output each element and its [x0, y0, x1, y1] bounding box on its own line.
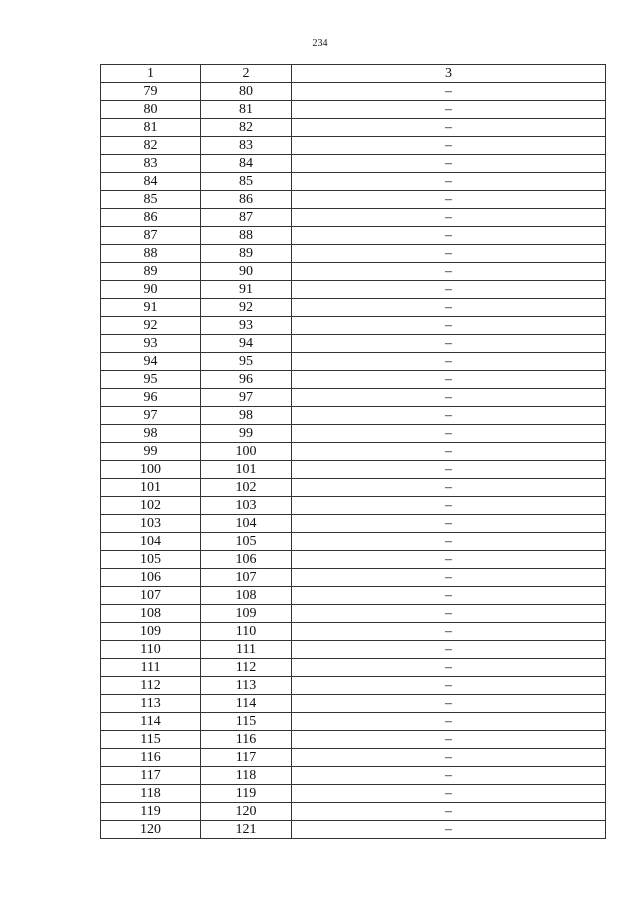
table-row: [101, 659, 606, 677]
table-cell-col-2: 119: [201, 785, 292, 803]
table-cell-col-1: 95: [101, 371, 201, 389]
table-cell-col-3: –: [292, 83, 606, 101]
table-cell-col-1: 120: [101, 821, 201, 839]
table-row: [101, 425, 606, 443]
table-cell-col-2: 117: [201, 749, 292, 767]
table-cell-col-1: 79: [101, 83, 201, 101]
table-cell-col-1: 117: [101, 767, 201, 785]
table-row: [101, 371, 606, 389]
table-cell-col-3: –: [292, 425, 606, 443]
table-cell-col-2: 102: [201, 479, 292, 497]
table-row: [101, 605, 606, 623]
table-row: [101, 263, 606, 281]
table-cell-col-3: –: [292, 119, 606, 137]
table-cell-col-3: –: [292, 497, 606, 515]
table-cell-col-1: 103: [101, 515, 201, 533]
table-cell-col-1: 87: [101, 227, 201, 245]
table-cell-col-2: 94: [201, 335, 292, 353]
table-cell-col-2: 105: [201, 533, 292, 551]
table-cell-col-3: –: [292, 461, 606, 479]
table-row: [101, 641, 606, 659]
table-cell-col-2: 121: [201, 821, 292, 839]
column-header-2: 2: [201, 65, 292, 83]
table-cell-col-2: 104: [201, 515, 292, 533]
table-cell-col-1: 92: [101, 317, 201, 335]
table-cell-col-3: –: [292, 443, 606, 461]
table-cell-col-2: 90: [201, 263, 292, 281]
table-cell-col-2: 106: [201, 551, 292, 569]
table-cell-col-2: 107: [201, 569, 292, 587]
table-cell-col-1: 107: [101, 587, 201, 605]
table-row: [101, 587, 606, 605]
table-cell-col-2: 109: [201, 605, 292, 623]
table-row: [101, 731, 606, 749]
table-cell-col-3: –: [292, 281, 606, 299]
table-cell-col-1: 101: [101, 479, 201, 497]
table-cell-col-2: 85: [201, 173, 292, 191]
table-row: [101, 83, 606, 101]
table-cell-col-1: 116: [101, 749, 201, 767]
table-cell-col-1: 84: [101, 173, 201, 191]
table-cell-col-3: –: [292, 749, 606, 767]
table-cell-col-1: 88: [101, 245, 201, 263]
table-row: [101, 479, 606, 497]
table-cell-col-2: 93: [201, 317, 292, 335]
table-row: [101, 695, 606, 713]
table-cell-col-2: 87: [201, 209, 292, 227]
table-row: [101, 551, 606, 569]
table-cell-col-3: –: [292, 227, 606, 245]
table-cell-col-1: 82: [101, 137, 201, 155]
table-cell-col-1: 81: [101, 119, 201, 137]
table-row: [101, 533, 606, 551]
table-row: [101, 461, 606, 479]
table-cell-col-1: 115: [101, 731, 201, 749]
table-cell-col-2: 111: [201, 641, 292, 659]
table-cell-col-3: –: [292, 623, 606, 641]
table-cell-col-1: 102: [101, 497, 201, 515]
table-cell-col-3: –: [292, 191, 606, 209]
table-cell-col-1: 112: [101, 677, 201, 695]
table-cell-col-1: 104: [101, 533, 201, 551]
table-cell-col-2: 83: [201, 137, 292, 155]
page-number: 234: [312, 38, 328, 49]
table-cell-col-2: 97: [201, 389, 292, 407]
table-cell-col-3: –: [292, 479, 606, 497]
table-cell-col-1: 119: [101, 803, 201, 821]
table-cell-col-2: 99: [201, 425, 292, 443]
table-cell-col-3: –: [292, 785, 606, 803]
table-row: [101, 245, 606, 263]
table-row: [101, 713, 606, 731]
table-row: [101, 137, 606, 155]
table-cell-col-3: –: [292, 245, 606, 263]
table-cell-col-3: –: [292, 821, 606, 839]
table-cell-col-2: 89: [201, 245, 292, 263]
table-cell-col-2: 116: [201, 731, 292, 749]
table-cell-col-3: –: [292, 659, 606, 677]
table-cell-col-1: 96: [101, 389, 201, 407]
table-row: [101, 515, 606, 533]
table-cell-col-3: –: [292, 407, 606, 425]
table-cell-col-1: 99: [101, 443, 201, 461]
table-cell-col-3: –: [292, 353, 606, 371]
table-cell-col-2: 115: [201, 713, 292, 731]
table-row: [101, 173, 606, 191]
table-cell-col-3: –: [292, 605, 606, 623]
table-cell-col-3: –: [292, 173, 606, 191]
table-row: [101, 281, 606, 299]
table-row: [101, 191, 606, 209]
table-cell-col-3: –: [292, 533, 606, 551]
table-cell-col-1: 113: [101, 695, 201, 713]
table-row: [101, 299, 606, 317]
table-cell-col-2: 100: [201, 443, 292, 461]
table-cell-col-2: 86: [201, 191, 292, 209]
table-cell-col-3: –: [292, 101, 606, 119]
table-cell-col-3: –: [292, 713, 606, 731]
table-cell-col-2: 84: [201, 155, 292, 173]
table-cell-col-3: –: [292, 803, 606, 821]
table-cell-col-2: 82: [201, 119, 292, 137]
table-cell-col-3: –: [292, 371, 606, 389]
table-cell-col-2: 118: [201, 767, 292, 785]
table-cell-col-1: 118: [101, 785, 201, 803]
table-row: [101, 749, 606, 767]
table-row: [101, 209, 606, 227]
table-row: [101, 803, 606, 821]
table-cell-col-1: 89: [101, 263, 201, 281]
table-cell-col-2: 108: [201, 587, 292, 605]
column-header-3: 3: [292, 65, 606, 83]
table-cell-col-3: –: [292, 569, 606, 587]
table-cell-col-1: 98: [101, 425, 201, 443]
table-cell-col-3: –: [292, 587, 606, 605]
table-cell-col-2: 113: [201, 677, 292, 695]
table-cell-col-1: 90: [101, 281, 201, 299]
table-row: [101, 353, 606, 371]
table-row: [101, 407, 606, 425]
table-body: [101, 83, 606, 839]
table-cell-col-2: 95: [201, 353, 292, 371]
data-table: [100, 64, 606, 839]
table-row: [101, 155, 606, 173]
table-cell-col-2: 110: [201, 623, 292, 641]
table-cell-col-2: 101: [201, 461, 292, 479]
table-cell-col-2: 98: [201, 407, 292, 425]
table-cell-col-1: 105: [101, 551, 201, 569]
table-cell-col-1: 114: [101, 713, 201, 731]
table-row: [101, 119, 606, 137]
table-row: [101, 677, 606, 695]
table-cell-col-2: 92: [201, 299, 292, 317]
table-cell-col-2: 103: [201, 497, 292, 515]
table-cell-col-1: 83: [101, 155, 201, 173]
table-cell-col-2: 96: [201, 371, 292, 389]
table-cell-col-1: 110: [101, 641, 201, 659]
table-cell-col-3: –: [292, 299, 606, 317]
table-cell-col-2: 80: [201, 83, 292, 101]
table-cell-col-3: –: [292, 335, 606, 353]
table-cell-col-1: 94: [101, 353, 201, 371]
table-cell-col-1: 97: [101, 407, 201, 425]
column-header-1: 1: [101, 65, 201, 83]
table-header-row: [101, 65, 606, 83]
table-cell-col-2: 81: [201, 101, 292, 119]
table-cell-col-1: 85: [101, 191, 201, 209]
table-cell-col-1: 100: [101, 461, 201, 479]
table-cell-col-3: –: [292, 641, 606, 659]
table-cell-col-3: –: [292, 731, 606, 749]
table-cell-col-3: –: [292, 263, 606, 281]
table-cell-col-3: –: [292, 317, 606, 335]
table-cell-col-1: 106: [101, 569, 201, 587]
table-row: [101, 443, 606, 461]
table-cell-col-1: 80: [101, 101, 201, 119]
table-cell-col-3: –: [292, 389, 606, 407]
table-cell-col-1: 111: [101, 659, 201, 677]
table-cell-col-3: –: [292, 767, 606, 785]
table-cell-col-1: 86: [101, 209, 201, 227]
table-row: [101, 389, 606, 407]
table-row: [101, 497, 606, 515]
table-cell-col-1: 93: [101, 335, 201, 353]
table-row: [101, 767, 606, 785]
table-row: [101, 569, 606, 587]
table-cell-col-2: 120: [201, 803, 292, 821]
table-cell-col-3: –: [292, 209, 606, 227]
table-cell-col-3: –: [292, 551, 606, 569]
table-cell-col-3: –: [292, 677, 606, 695]
table-cell-col-2: 91: [201, 281, 292, 299]
table-cell-col-1: 108: [101, 605, 201, 623]
table-row: [101, 821, 606, 839]
table-row: [101, 317, 606, 335]
table-cell-col-2: 112: [201, 659, 292, 677]
table-row: [101, 785, 606, 803]
table-row: [101, 101, 606, 119]
table-cell-col-2: 88: [201, 227, 292, 245]
table-cell-col-3: –: [292, 137, 606, 155]
table-cell-col-2: 114: [201, 695, 292, 713]
table-cell-col-3: –: [292, 155, 606, 173]
table-row: [101, 623, 606, 641]
table-cell-col-3: –: [292, 515, 606, 533]
table-cell-col-3: –: [292, 695, 606, 713]
table-row: [101, 227, 606, 245]
table-row: [101, 335, 606, 353]
table-cell-col-1: 109: [101, 623, 201, 641]
table-cell-col-1: 91: [101, 299, 201, 317]
